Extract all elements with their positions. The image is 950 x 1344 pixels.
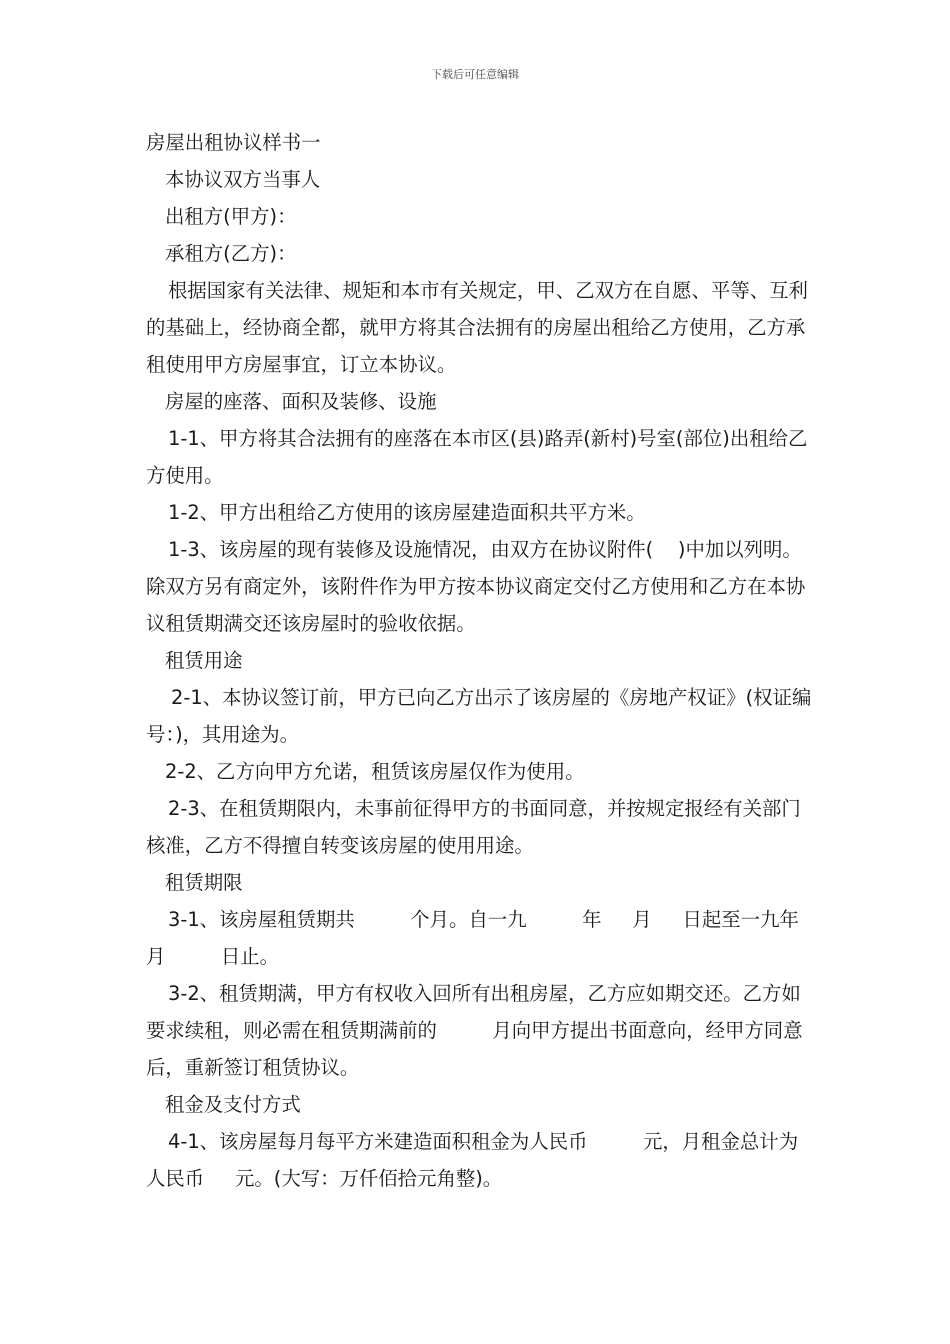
paragraph: 出租方(甲方)： (165, 205, 297, 228)
document-body (146, 124, 855, 1197)
doc-title: 房屋出租协议样书一 (146, 131, 321, 154)
page-header: 下载后可任意编辑 (431, 68, 519, 81)
paragraph: 根据国家有关法律、规矩和本市有关规定，甲、乙双方在自愿、平等、互利的基础上，经协商全都，就甲方将其合法拥有的房屋出租给乙方使用，乙方承租使用甲方房屋事宜，订立本协议。 (146, 279, 808, 376)
paragraph: 1-2、甲方出租给乙方使用的该房屋建造面积共平方米。 (168, 501, 646, 524)
paragraph: 3-2、租赁期满，甲方有权收入回所有出租房屋，乙方应如期交还。乙方如要求续租，则必需在租赁期满前的 月向甲方提出书面意向，经甲方同意后，重新签订租赁协议。 (146, 982, 803, 1079)
paragraph: 1-3、该房屋的现有装修及设施情况，由双方在协议附件( )中加以列明。除双方另有商定外，该附件作为甲方按本协议商定交付乙方使用和乙方在本协议租赁期满交还该房屋时的验收依据。 (146, 538, 806, 635)
paragraph: 本协议双方当事人 (165, 168, 321, 191)
section-heading: 租赁用途 (165, 649, 243, 672)
paragraph: 2-3、在租赁期限内，未事前征得甲方的书面同意，并按规定报经有关部门核准，乙方不得擅自转变该房屋的使用用途。 (146, 797, 801, 857)
paragraph: 承租方(乙方)： (165, 242, 297, 265)
paragraph: 4-1、该房屋每月每平方米建造面积租金为人民币 元，月租金总计为人民币 元。(大写：万仟佰拾元角整)。 (146, 1130, 799, 1190)
section-heading: 房屋的座落、面积及装修、设施 (165, 390, 437, 413)
section-heading: 租赁期限 (165, 871, 243, 894)
paragraph: 2-1、本协议签订前，甲方已向乙方出示了该房屋的《房地产权证》(权证编号：)，其用途为。 (146, 686, 812, 746)
paragraph: 3-1、该房屋租赁期共 个月。自一九 年 月 日起至一九年 月 日止。 (146, 908, 855, 968)
paragraph: 1-1、甲方将其合法拥有的座落在本市区(县)路弄(新村)号室(部位)出租给乙方使用。 (146, 427, 808, 487)
section-heading: 租金及支付方式 (165, 1093, 301, 1116)
paragraph: 2-2、乙方向甲方允诺，租赁该房屋仅作为使用。 (165, 760, 585, 783)
